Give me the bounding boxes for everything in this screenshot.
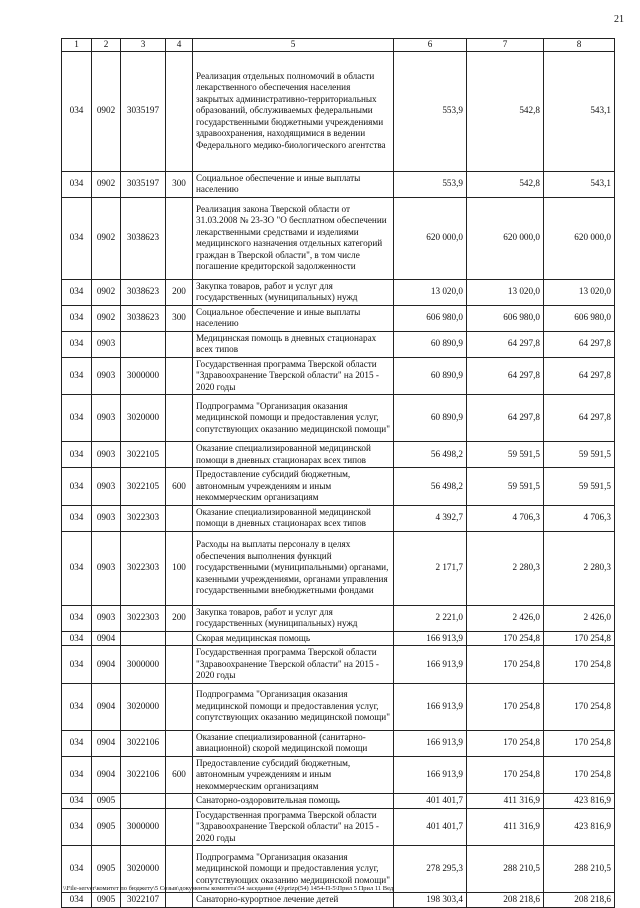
code-expense-type-cell: 200 bbox=[166, 605, 193, 631]
code-admin-cell: 034 bbox=[62, 646, 92, 684]
code-section-cell: 0904 bbox=[92, 756, 121, 794]
table-row bbox=[62, 730, 615, 756]
amount-col6-cell: 401 401,7 bbox=[394, 808, 467, 846]
col-header: 5 bbox=[193, 39, 394, 52]
description-cell: Государственная программа Тверской области "Здравоохранение Тверской области" на 2015 - 2020 годы bbox=[193, 357, 394, 395]
code-admin-cell: 034 bbox=[62, 197, 92, 279]
code-admin-cell: 034 bbox=[62, 730, 92, 756]
code-section-cell: 0904 bbox=[92, 631, 121, 646]
amount-col6-cell: 56 498,2 bbox=[394, 468, 467, 506]
amount-col7-cell: 2 280,3 bbox=[467, 531, 544, 605]
code-section-cell: 0902 bbox=[92, 171, 121, 197]
amount-col7-cell: 411 316,9 bbox=[467, 808, 544, 846]
code-section-cell: 0902 bbox=[92, 197, 121, 279]
code-admin-cell: 034 bbox=[62, 442, 92, 468]
code-section-cell: 0904 bbox=[92, 683, 121, 730]
code-expense-type-cell: 300 bbox=[166, 305, 193, 331]
amount-col8-cell: 620 000,0 bbox=[544, 197, 615, 279]
amount-col7-cell: 170 254,8 bbox=[467, 730, 544, 756]
code-expense-type-cell: 600 bbox=[166, 756, 193, 794]
code-expense-type-cell bbox=[166, 646, 193, 684]
code-target-cell: 3022105 bbox=[121, 468, 166, 506]
file-path-footer: \\File-server\комитет по бюджету\5 Созыв\документы комитета\54 заседание (4)\prizp(54) 1454-П-5\Прил 5 Прил 11 Вед bbox=[63, 885, 394, 892]
table-row bbox=[62, 794, 615, 809]
code-expense-type-cell bbox=[166, 794, 193, 809]
amount-col8-cell: 2 280,3 bbox=[544, 531, 615, 605]
code-target-cell: 3022303 bbox=[121, 605, 166, 631]
amount-col7-cell: 64 297,8 bbox=[467, 331, 544, 357]
table-row bbox=[62, 605, 615, 631]
col-header: 6 bbox=[394, 39, 467, 52]
description-cell: Реализация отдельных полномочий в области лекарственного обеспечения населения закрытых административно-территориальных образований, обслуживаемых федеральными государственными бюджетными учреждениями здравоохранения, находящимися в ведении Федерального медико-биологического агентства bbox=[193, 51, 394, 171]
amount-col6-cell: 553,9 bbox=[394, 171, 467, 197]
amount-col6-cell: 166 913,9 bbox=[394, 631, 467, 646]
code-target-cell: 3035197 bbox=[121, 51, 166, 171]
amount-col7-cell: 208 218,6 bbox=[467, 893, 544, 908]
code-target-cell bbox=[121, 631, 166, 646]
code-section-cell: 0902 bbox=[92, 305, 121, 331]
code-target-cell bbox=[121, 331, 166, 357]
code-expense-type-cell bbox=[166, 51, 193, 171]
amount-col8-cell: 543,1 bbox=[544, 171, 615, 197]
code-section-cell: 0903 bbox=[92, 331, 121, 357]
table-row bbox=[62, 51, 615, 171]
code-admin-cell: 034 bbox=[62, 808, 92, 846]
amount-col6-cell: 13 020,0 bbox=[394, 279, 467, 305]
description-cell: Оказание специализированной (санитарно-авиационной) скорой медицинской помощи bbox=[193, 730, 394, 756]
col-header: 2 bbox=[92, 39, 121, 52]
table-row bbox=[62, 468, 615, 506]
description-cell: Подпрограмма "Организация оказания медицинской помощи и предоставления услуг, сопутствующих оказанию медицинской помощи" bbox=[193, 683, 394, 730]
amount-col8-cell: 2 426,0 bbox=[544, 605, 615, 631]
code-admin-cell: 034 bbox=[62, 756, 92, 794]
table-row bbox=[62, 505, 615, 531]
amount-col8-cell: 170 254,8 bbox=[544, 631, 615, 646]
col-header: 4 bbox=[166, 39, 193, 52]
code-target-cell: 3022303 bbox=[121, 531, 166, 605]
col-header: 1 bbox=[62, 39, 92, 52]
code-section-cell: 0903 bbox=[92, 442, 121, 468]
amount-col7-cell: 4 706,3 bbox=[467, 505, 544, 531]
amount-col6-cell: 2 221,0 bbox=[394, 605, 467, 631]
code-target-cell: 3022303 bbox=[121, 505, 166, 531]
code-target-cell: 3000000 bbox=[121, 646, 166, 684]
table-row bbox=[62, 305, 615, 331]
code-expense-type-cell bbox=[166, 730, 193, 756]
code-admin-cell: 034 bbox=[62, 531, 92, 605]
amount-col8-cell: 64 297,8 bbox=[544, 395, 615, 442]
amount-col6-cell: 4 392,7 bbox=[394, 505, 467, 531]
amount-col6-cell: 278 295,3 bbox=[394, 846, 467, 893]
amount-col7-cell: 542,8 bbox=[467, 171, 544, 197]
code-section-cell: 0902 bbox=[92, 279, 121, 305]
code-target-cell: 3000000 bbox=[121, 357, 166, 395]
code-expense-type-cell bbox=[166, 331, 193, 357]
description-cell: Санаторно-оздоровительная помощь bbox=[193, 794, 394, 809]
code-expense-type-cell bbox=[166, 808, 193, 846]
code-section-cell: 0903 bbox=[92, 357, 121, 395]
amount-col6-cell: 166 913,9 bbox=[394, 730, 467, 756]
description-cell: Социальное обеспечение и иные выплаты населению bbox=[193, 171, 394, 197]
code-target-cell: 3038623 bbox=[121, 305, 166, 331]
code-section-cell: 0903 bbox=[92, 531, 121, 605]
table-row bbox=[62, 197, 615, 279]
description-cell: Скорая медицинская помощь bbox=[193, 631, 394, 646]
amount-col7-cell: 170 254,8 bbox=[467, 756, 544, 794]
amount-col6-cell: 60 890,9 bbox=[394, 357, 467, 395]
description-cell: Предоставление субсидий бюджетным, автономным учреждениям и иным некоммерческим организациям bbox=[193, 756, 394, 794]
code-expense-type-cell bbox=[166, 631, 193, 646]
col-header: 7 bbox=[467, 39, 544, 52]
code-section-cell: 0903 bbox=[92, 505, 121, 531]
code-target-cell: 3035197 bbox=[121, 171, 166, 197]
amount-col7-cell: 411 316,9 bbox=[467, 794, 544, 809]
amount-col8-cell: 423 816,9 bbox=[544, 794, 615, 809]
code-admin-cell: 034 bbox=[62, 794, 92, 809]
description-cell: Санаторно-курортное лечение детей bbox=[193, 893, 394, 908]
page-number: 21 bbox=[614, 14, 624, 25]
table-row bbox=[62, 279, 615, 305]
amount-col6-cell: 401 401,7 bbox=[394, 794, 467, 809]
amount-col7-cell: 64 297,8 bbox=[467, 395, 544, 442]
amount-col8-cell: 4 706,3 bbox=[544, 505, 615, 531]
code-expense-type-cell bbox=[166, 357, 193, 395]
amount-col7-cell: 2 426,0 bbox=[467, 605, 544, 631]
description-cell: Расходы на выплаты персоналу в целях обеспечения выполнения функций государственными (муниципальными) органами, казенными учреждениями, органами управления государственными внебюджетными фондами bbox=[193, 531, 394, 605]
code-admin-cell: 034 bbox=[62, 683, 92, 730]
amount-col6-cell: 553,9 bbox=[394, 51, 467, 171]
amount-col8-cell: 288 210,5 bbox=[544, 846, 615, 893]
code-target-cell: 3022106 bbox=[121, 730, 166, 756]
amount-col8-cell: 543,1 bbox=[544, 51, 615, 171]
header-row bbox=[62, 39, 615, 52]
code-target-cell: 3020000 bbox=[121, 683, 166, 730]
code-section-cell: 0905 bbox=[92, 893, 121, 908]
code-admin-cell: 034 bbox=[62, 171, 92, 197]
amount-col6-cell: 60 890,9 bbox=[394, 331, 467, 357]
description-cell: Закупка товаров, работ и услуг для государственных (муниципальных) нужд bbox=[193, 605, 394, 631]
code-expense-type-cell bbox=[166, 395, 193, 442]
code-section-cell: 0905 bbox=[92, 846, 121, 893]
table-row bbox=[62, 357, 615, 395]
code-section-cell: 0903 bbox=[92, 395, 121, 442]
amount-col8-cell: 208 218,6 bbox=[544, 893, 615, 908]
code-section-cell: 0904 bbox=[92, 646, 121, 684]
amount-col6-cell: 606 980,0 bbox=[394, 305, 467, 331]
amount-col8-cell: 59 591,5 bbox=[544, 442, 615, 468]
table-row bbox=[62, 171, 615, 197]
code-expense-type-cell bbox=[166, 683, 193, 730]
description-cell: Подпрограмма "Организация оказания медицинской помощи и предоставления услуг, сопутствующих оказанию медицинской помощи" bbox=[193, 395, 394, 442]
code-admin-cell: 034 bbox=[62, 846, 92, 893]
description-cell: Государственная программа Тверской области "Здравоохранение Тверской области" на 2015 - 2020 годы bbox=[193, 646, 394, 684]
code-expense-type-cell bbox=[166, 197, 193, 279]
col-header: 8 bbox=[544, 39, 615, 52]
code-target-cell: 3022105 bbox=[121, 442, 166, 468]
description-cell: Реализация закона Тверской области от 31.03.2008 № 23-ЗО "О бесплатном обеспечении лекарственными средствами и изделиями медицинского назначения отдельных категорий граждан в Тверской области", в том числе погашение кредиторской задолженности bbox=[193, 197, 394, 279]
col-header: 3 bbox=[121, 39, 166, 52]
code-section-cell: 0904 bbox=[92, 730, 121, 756]
amount-col6-cell: 166 913,9 bbox=[394, 683, 467, 730]
amount-col6-cell: 60 890,9 bbox=[394, 395, 467, 442]
amount-col7-cell: 170 254,8 bbox=[467, 683, 544, 730]
description-cell: Социальное обеспечение и иные выплаты населению bbox=[193, 305, 394, 331]
amount-col7-cell: 606 980,0 bbox=[467, 305, 544, 331]
code-expense-type-cell: 100 bbox=[166, 531, 193, 605]
description-cell: Закупка товаров, работ и услуг для государственных (муниципальных) нужд bbox=[193, 279, 394, 305]
code-expense-type-cell bbox=[166, 442, 193, 468]
code-expense-type-cell: 200 bbox=[166, 279, 193, 305]
code-admin-cell: 034 bbox=[62, 331, 92, 357]
amount-col6-cell: 56 498,2 bbox=[394, 442, 467, 468]
table-row bbox=[62, 442, 615, 468]
amount-col7-cell: 542,8 bbox=[467, 51, 544, 171]
amount-col7-cell: 59 591,5 bbox=[467, 442, 544, 468]
code-admin-cell: 034 bbox=[62, 357, 92, 395]
amount-col8-cell: 423 816,9 bbox=[544, 808, 615, 846]
amount-col6-cell: 166 913,9 bbox=[394, 756, 467, 794]
code-target-cell: 3022106 bbox=[121, 756, 166, 794]
description-cell: Государственная программа Тверской области "Здравоохранение Тверской области" на 2015 - 2020 годы bbox=[193, 808, 394, 846]
code-admin-cell: 034 bbox=[62, 631, 92, 646]
code-target-cell: 3020000 bbox=[121, 395, 166, 442]
code-target-cell bbox=[121, 794, 166, 809]
amount-col8-cell: 170 254,8 bbox=[544, 683, 615, 730]
code-target-cell: 3038623 bbox=[121, 279, 166, 305]
table-row bbox=[62, 808, 615, 846]
code-target-cell: 3022107 bbox=[121, 893, 166, 908]
amount-col8-cell: 170 254,8 bbox=[544, 756, 615, 794]
description-cell: Оказание специализированной медицинской помощи в дневных стационарах всех типов bbox=[193, 505, 394, 531]
code-section-cell: 0902 bbox=[92, 51, 121, 171]
code-admin-cell: 034 bbox=[62, 305, 92, 331]
amount-col7-cell: 59 591,5 bbox=[467, 468, 544, 506]
code-admin-cell: 034 bbox=[62, 468, 92, 506]
code-target-cell: 3000000 bbox=[121, 808, 166, 846]
code-admin-cell: 034 bbox=[62, 279, 92, 305]
amount-col6-cell: 2 171,7 bbox=[394, 531, 467, 605]
table-row bbox=[62, 683, 615, 730]
budget-table bbox=[61, 38, 615, 908]
amount-col8-cell: 170 254,8 bbox=[544, 730, 615, 756]
code-expense-type-cell: 600 bbox=[166, 468, 193, 506]
description-cell: Оказание специализированной медицинской помощи в дневных стационарах всех типов bbox=[193, 442, 394, 468]
amount-col8-cell: 59 591,5 bbox=[544, 468, 615, 506]
amount-col7-cell: 288 210,5 bbox=[467, 846, 544, 893]
description-cell: Медицинская помощь в дневных стационарах всех типов bbox=[193, 331, 394, 357]
amount-col8-cell: 606 980,0 bbox=[544, 305, 615, 331]
code-section-cell: 0905 bbox=[92, 808, 121, 846]
code-section-cell: 0903 bbox=[92, 468, 121, 506]
amount-col6-cell: 198 303,4 bbox=[394, 893, 467, 908]
code-admin-cell: 034 bbox=[62, 893, 92, 908]
amount-col8-cell: 170 254,8 bbox=[544, 646, 615, 684]
code-admin-cell: 034 bbox=[62, 605, 92, 631]
table-row bbox=[62, 395, 615, 442]
table-row bbox=[62, 756, 615, 794]
description-cell: Предоставление субсидий бюджетным, автономным учреждениям и иным некоммерческим организациям bbox=[193, 468, 394, 506]
amount-col8-cell: 64 297,8 bbox=[544, 357, 615, 395]
code-expense-type-cell bbox=[166, 505, 193, 531]
code-target-cell: 3020000 bbox=[121, 846, 166, 893]
code-expense-type-cell: 300 bbox=[166, 171, 193, 197]
code-target-cell: 3038623 bbox=[121, 197, 166, 279]
table-row bbox=[62, 331, 615, 357]
amount-col8-cell: 64 297,8 bbox=[544, 331, 615, 357]
code-section-cell: 0905 bbox=[92, 794, 121, 809]
amount-col7-cell: 13 020,0 bbox=[467, 279, 544, 305]
code-admin-cell: 034 bbox=[62, 395, 92, 442]
table-row bbox=[62, 631, 615, 646]
table-row bbox=[62, 646, 615, 684]
amount-col6-cell: 166 913,9 bbox=[394, 646, 467, 684]
code-section-cell: 0903 bbox=[92, 605, 121, 631]
amount-col7-cell: 620 000,0 bbox=[467, 197, 544, 279]
description-cell: Подпрограмма "Организация оказания медицинской помощи и предоставления услуг, сопутствующих оказанию медицинской помощи" bbox=[193, 846, 394, 893]
table-row bbox=[62, 531, 615, 605]
amount-col7-cell: 170 254,8 bbox=[467, 646, 544, 684]
amount-col8-cell: 13 020,0 bbox=[544, 279, 615, 305]
code-admin-cell: 034 bbox=[62, 51, 92, 171]
code-admin-cell: 034 bbox=[62, 505, 92, 531]
amount-col6-cell: 620 000,0 bbox=[394, 197, 467, 279]
amount-col7-cell: 64 297,8 bbox=[467, 357, 544, 395]
amount-col7-cell: 170 254,8 bbox=[467, 631, 544, 646]
